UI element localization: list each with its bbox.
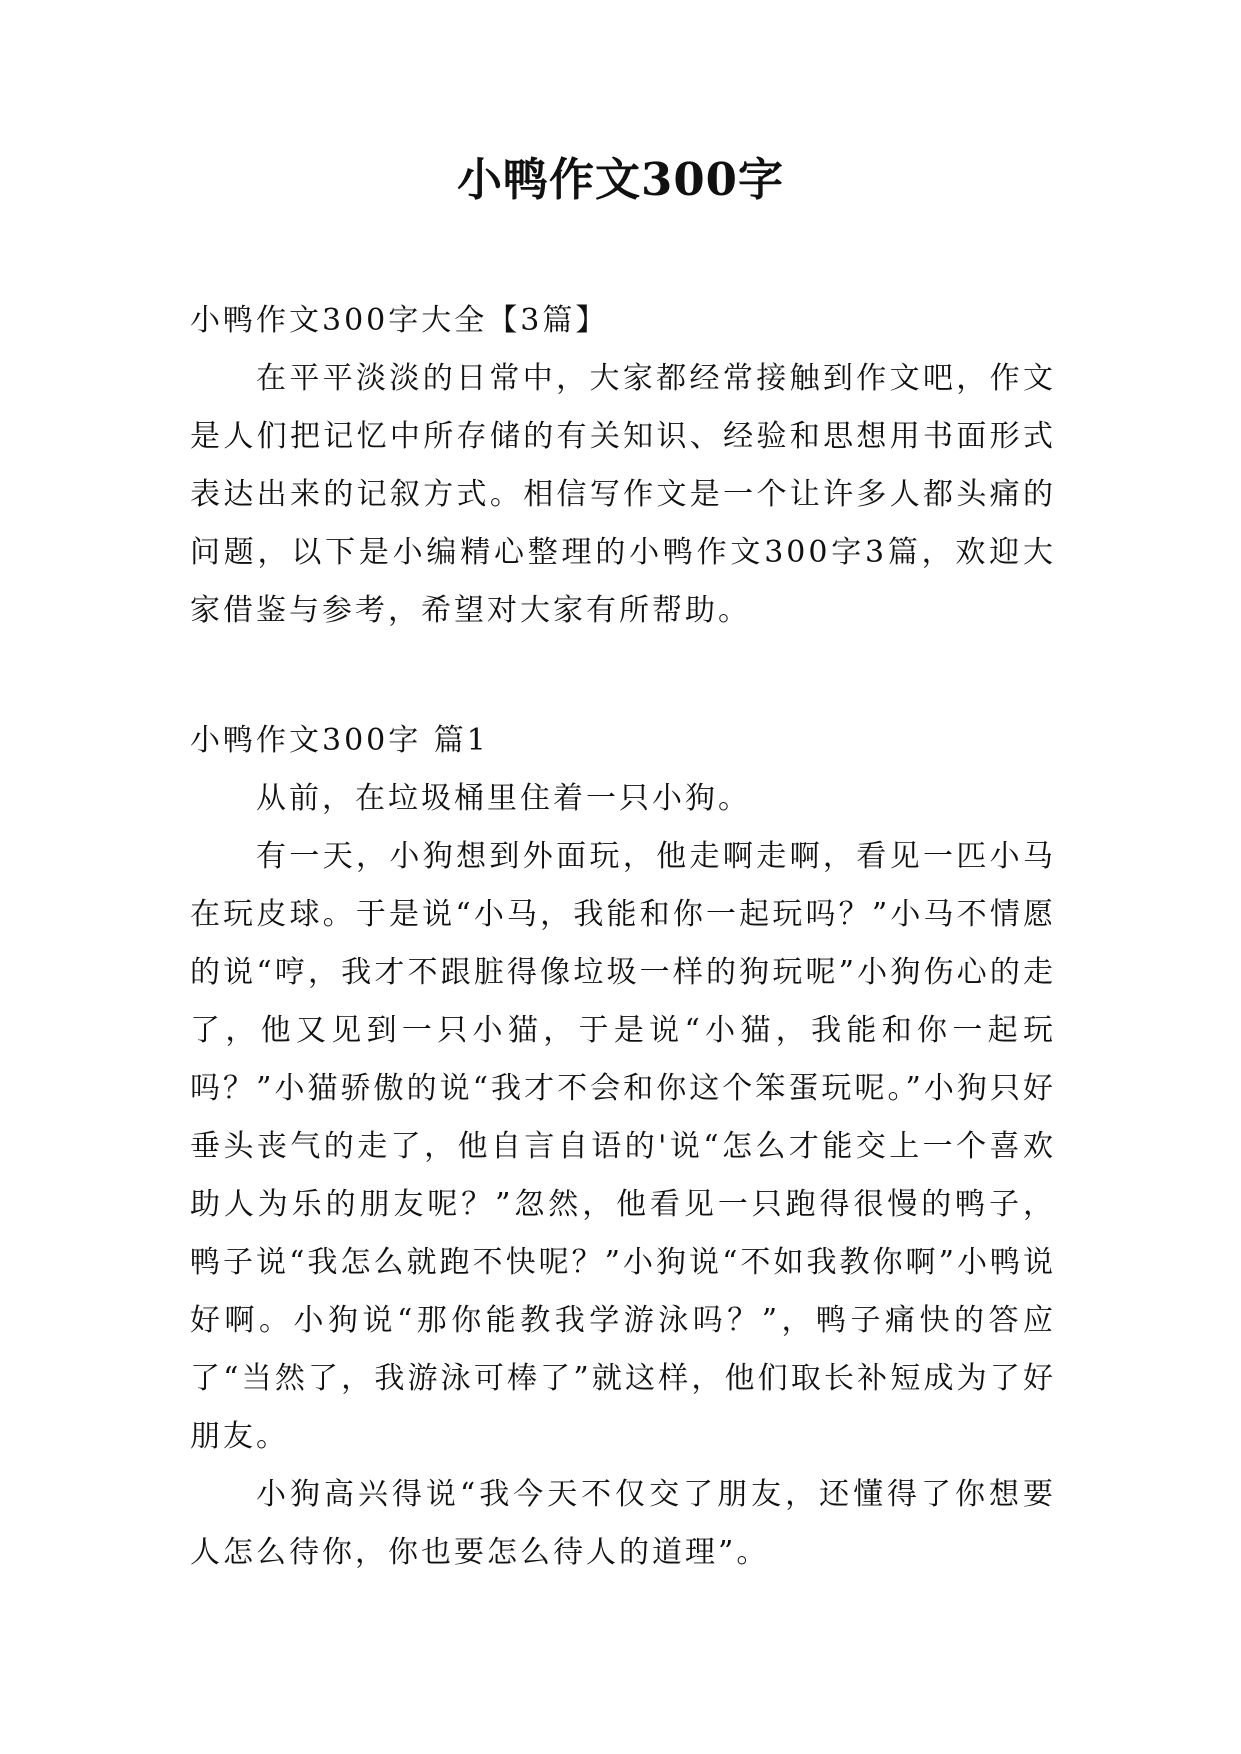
section-heading: 小鸭作文300字 篇1 xyxy=(190,723,489,758)
section-spacer xyxy=(190,640,1056,712)
document-body xyxy=(190,292,1056,1582)
intro-paragraph: 在平平淡淡的日常中，大家都经常接触到作文吧，作文是人们把记忆中所存储的有关知识、经验和思想用书面形式表达出来的记叙方式。相信写作文是一个让许多人都头痛的问题，以下是小编精心整理的小鸭作文300字3篇，欢迎大家借鉴与参考，希望对大家有所帮助。 xyxy=(190,361,1056,628)
section-paragraph-2: 有一天，小狗想到外面玩，他走啊走啊，看见一匹小马在玩皮球。于是说“小马，我能和你一起玩吗？”小马不情愿的说“哼，我才不跟脏得像垃圾一样的狗玩呢”小狗伤心的走了，他又见到一只小猫，于是说“小猫，我能和你一起玩吗？”小猫骄傲的说“我才不会和你这个笨蛋玩呢。”小狗只好垂头丧气的走了，他自言自语的'说“怎么才能交上一个喜欢助人为乐的朋友呢？”忽然，他看见一只跑得很慢的鸭子，鸭子说“我怎么就跑不快呢？”小狗说“不如我教你啊”小鸭说好啊。小狗说“那你能教我学游泳吗？”，鸭子痛快的答应了“当然了，我游泳可棒了”就这样，他们取长补短成为了好朋友。 xyxy=(190,839,1056,1454)
section-paragraph-1: 从前，在垃圾桶里住着一只小狗。 xyxy=(256,781,751,816)
intro-heading: 小鸭作文300字大全【3篇】 xyxy=(190,303,609,338)
page-title: 小鸭作文300字 xyxy=(457,153,784,206)
essay-section-1 xyxy=(190,712,1056,1582)
section-paragraph-3: 小狗高兴得说“我今天不仅交了朋友，还懂得了你想要人怎么待你，你也要怎么待人的道理”。 xyxy=(190,1477,1056,1570)
